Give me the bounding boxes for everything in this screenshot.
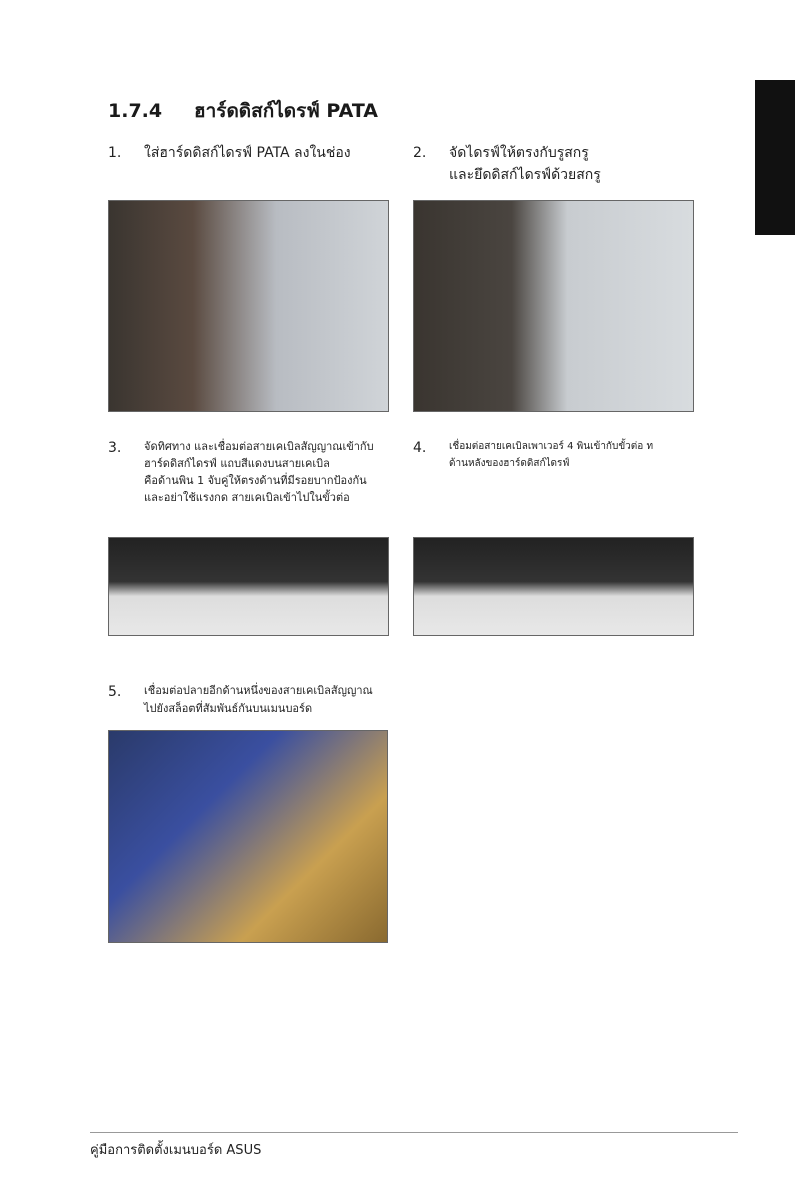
step-number: 4. — [413, 440, 427, 456]
photo-secure-screws — [413, 200, 694, 412]
photo-motherboard-connector — [108, 730, 388, 943]
section-heading: ฮาร์ดดิสก์ไดรฟ์ PATA — [194, 100, 379, 122]
step-text: และยึดดิสก์ไดรฟ์ด้วยสกรู — [449, 167, 601, 183]
footer-text: คู่มือการติดตั้งเมนบอร์ด ASUS — [90, 1143, 262, 1158]
step-text: คือด้านพิน 1 จับคู่ให้ตรงด้านที่มีรอยบากป้องกัน — [144, 474, 367, 487]
footer-divider — [90, 1132, 738, 1133]
step-text: ไปยังสล็อตที่สัมพันธ์กันบนเมนบอร์ด — [144, 702, 313, 715]
section-number: 1.7.4 — [108, 100, 163, 122]
step-number: 5. — [108, 684, 122, 700]
step-text: เชื่อมต่อปลายอีกด้านหนึ่งของสายเคเบิลสัญญาณ — [144, 684, 373, 697]
language-tab — [755, 80, 795, 235]
step-number: 3. — [108, 440, 122, 456]
step-text: ด้านหลังของฮาร์ดดิสก์ไดรฟ์ — [449, 458, 570, 469]
photo-insert-drive — [108, 200, 389, 412]
step-text: จัดทิศทาง และเชื่อมต่อสายเคเบิลสัญญาณเข้ากับ — [144, 440, 374, 453]
photo-signal-cable — [108, 537, 389, 636]
step-number: 2. — [413, 145, 427, 161]
step-text: และอย่าใช้แรงกด สายเคเบิลเข้าไปในขั้วต่อ — [144, 491, 350, 504]
step-text: จัดไดรฟ์ให้ตรงกับรูสกรู — [449, 145, 589, 161]
section-title — [108, 96, 378, 126]
step-number: 1. — [108, 145, 122, 161]
step-text: เชื่อมต่อสายเคเบิลเพาเวอร์ 4 พินเข้ากับขั้วต่อ ท — [449, 441, 654, 452]
step-text: ใส่ฮาร์ดดิสก์ไดรฟ์ PATA ลงในช่อง — [144, 145, 351, 161]
step-text: ฮาร์ดดิสก์ไดรฟ์ แถบสีแดงบนสายเคเบิล — [144, 457, 330, 470]
photo-power-cable — [413, 537, 694, 636]
